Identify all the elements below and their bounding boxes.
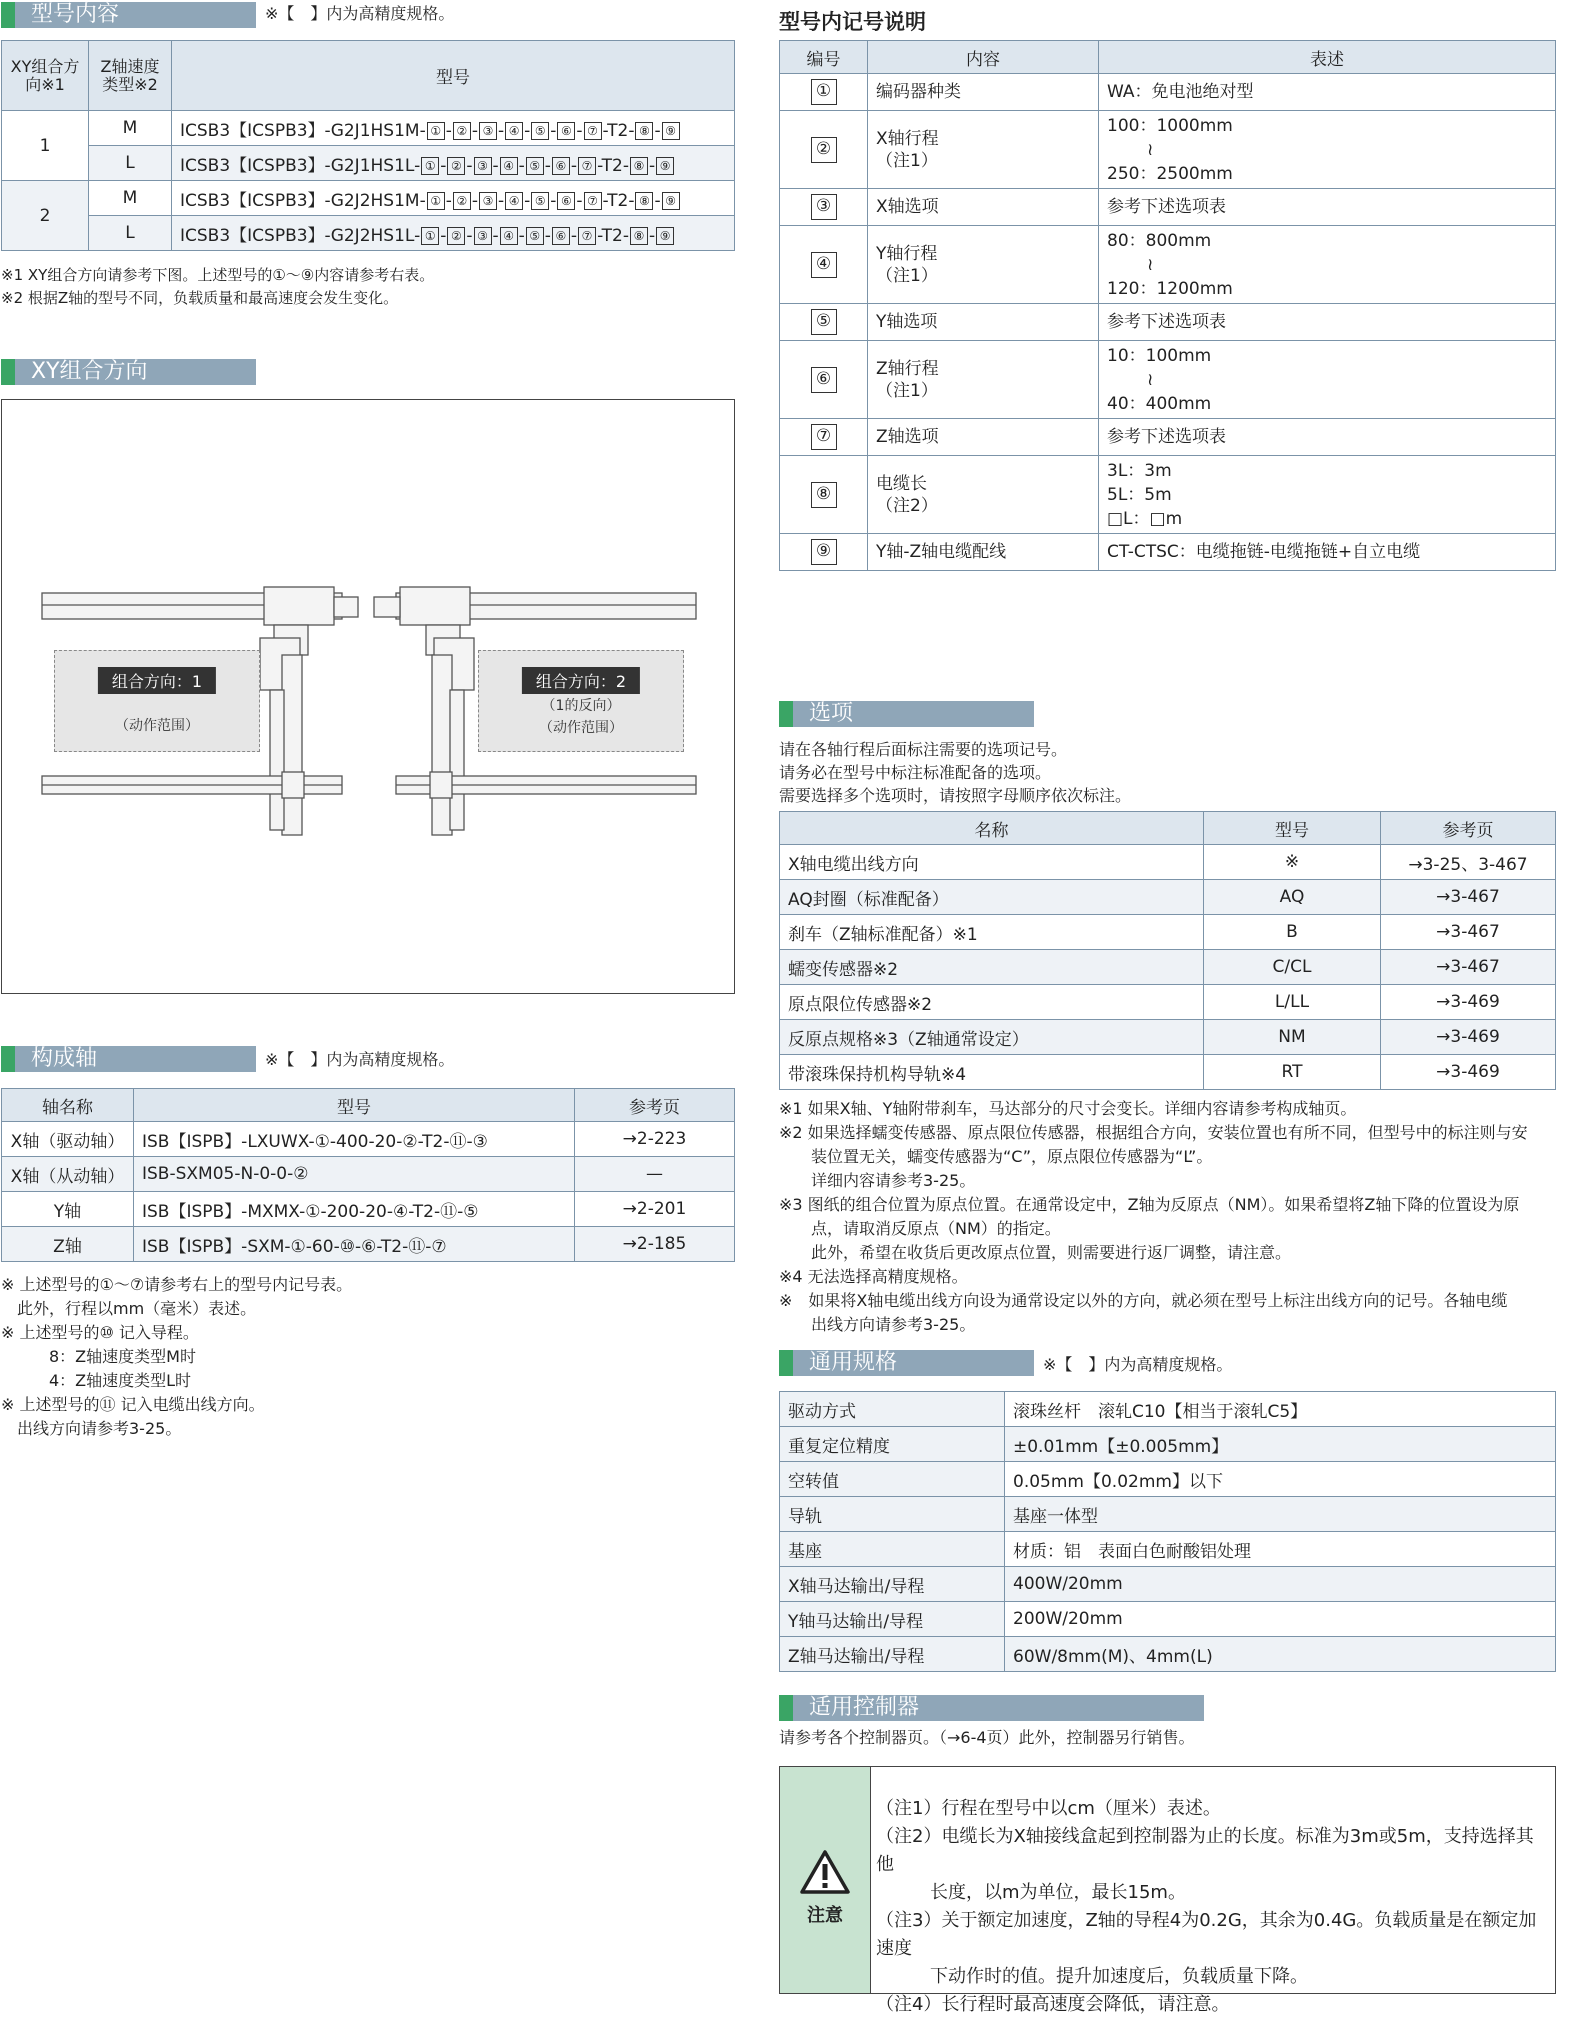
motion-range-1 xyxy=(54,650,260,752)
caution-box xyxy=(779,1766,1556,2015)
symbol-content: Y轴选项 xyxy=(868,304,1099,341)
symbol-box: ⑤ xyxy=(531,122,549,140)
spec-key: 基座 xyxy=(780,1532,1005,1567)
symbol-no xyxy=(780,226,868,304)
symbol-box: ① xyxy=(421,157,439,175)
symbol-box: ② xyxy=(453,192,471,210)
option-page: →3-467 xyxy=(1381,915,1556,950)
model-foot-2: ※2 根据Z轴的型号不同，负载质量和最高速度会发生变化。 xyxy=(1,289,399,307)
spec-value: 材质：铝 表面白色耐酸铝处理 xyxy=(1005,1532,1556,1567)
symbol-box: ③ xyxy=(479,192,497,210)
model-type: L xyxy=(89,216,172,251)
model-type: L xyxy=(89,146,172,181)
model-type: M xyxy=(89,181,172,216)
option-model: ※ xyxy=(1204,845,1381,880)
option-model: AQ xyxy=(1204,880,1381,915)
axis-footnotes: ※ 上述型号的①～⑦请参考右上的型号内记号表。 此外，行程以mm（毫米）表述。 ※ 上述型号的⑩ 记入导程。 8：Z轴速度类型M时 4：Z轴速度类型L时 ※ 上述型号的⑪ 记入电缆出线方向。 出线方向请参考3-25。 xyxy=(1,1275,353,1438)
symbol-no-box: ④ xyxy=(811,252,837,278)
axis-page: →2-223 xyxy=(575,1122,735,1157)
option-page: →3-469 xyxy=(1381,1055,1556,1090)
option-name: 刹车（Z轴标准配备）※1 xyxy=(780,915,1204,950)
symbol-box: ③ xyxy=(479,122,497,140)
spec-value: 200W/20mm xyxy=(1005,1602,1556,1637)
axis-page: →2-185 xyxy=(575,1227,735,1262)
spec-key: Y轴马达输出/导程 xyxy=(780,1602,1005,1637)
symbol-box: ⑧ xyxy=(635,122,653,140)
option-model: C/CL xyxy=(1204,950,1381,985)
symbol-no-box: ⑨ xyxy=(811,539,837,565)
xy-diagram xyxy=(1,399,735,994)
symbol-no-box: ⑤ xyxy=(811,309,837,335)
symbol-table xyxy=(779,40,1556,571)
axis-header-model: 型号 xyxy=(134,1089,575,1122)
symbol-box: ② xyxy=(453,122,471,140)
symbol-no-box: ① xyxy=(811,79,837,105)
axis-model: ISB【ISPB】-LXUWX-①-400-20-②-T2-⑪-③ xyxy=(134,1122,575,1157)
symbol-no xyxy=(780,189,868,226)
direction-2-reverse: （1的反向） xyxy=(541,698,621,714)
options-intro: 请在各轴行程后面标注需要的选项记号。 请务必在型号中标注标准配备的选项。 需要选择多个选项时，请按照字母顺序依次标注。 xyxy=(779,740,1132,805)
caution-side xyxy=(780,1767,871,1993)
symbol-desc: WA：免电池绝对型 xyxy=(1099,74,1556,111)
model-code: ICSB3【ICSPB3】-G2J2HS1L- ① - ② - ③ - ④ - ⑤ - ⑥ - ⑦ -T2- ⑧ - ⑨ xyxy=(172,216,735,251)
specs-note: ※【 】内为高精度规格。 xyxy=(1043,1355,1233,1374)
symbol-box: ⑦ xyxy=(584,192,602,210)
spec-key: 重复定位精度 xyxy=(780,1427,1005,1462)
axis-page: →2-201 xyxy=(575,1192,735,1227)
symbol-no-box: ⑧ xyxy=(811,482,837,508)
symbol-box: ⑨ xyxy=(662,192,680,210)
section-title-controller: 适用控制器 xyxy=(779,1695,1204,1721)
options-footnotes: ※1 如果X轴、Y轴附带刹车，马达部分的尺寸会变长。详细内容请参考构成轴页。 ※2 如果选择蠕变传感器、原点限位传感器，根据组合方向，安装位置也有所不同，但型号中的标注则与安 装位置无关，蠕变传感器为“C”，原点限位传感器为“L”。 详细内容请参考3-25。 ※3 图纸的组合位置为原点位置。在通常设定中，Z轴为反原点（NM）。如果希望将Z轴下降的位置设为原 点，请取消反原点（NM）的指定。 此外，希望在收货后更改原点位置，则需要进行返厂调整，请注意。 ※4 无法选择高精度规格。 ※ 如果将X轴电缆出线方向设为通常设定以外的方向，就必须在型号上标注出线方向的记号。各轴电缆 出线方向请参考3-25。 xyxy=(779,1099,1528,1334)
axis-table xyxy=(1,1088,735,1262)
symbol-no xyxy=(780,111,868,189)
symbol-content: 编码器种类 xyxy=(868,74,1099,111)
spec-value: 滚珠丝杆 滚轧C10【相当于滚轧C5】 xyxy=(1005,1392,1556,1427)
symbol-header-no: 编号 xyxy=(780,41,868,74)
controller-text: 请参考各个控制器页。（→6-4页）此外，控制器另行销售。 xyxy=(779,1728,1195,1747)
symbol-content: Z轴选项 xyxy=(868,419,1099,456)
axis-header-name: 轴名称 xyxy=(2,1089,134,1122)
symbol-box: ⑥ xyxy=(552,227,570,245)
axis-model: ISB-SXM05-N-0-0-② xyxy=(134,1157,575,1192)
warning-icon xyxy=(800,1849,850,1895)
symbol-content: X轴行程 （注1） xyxy=(868,111,1099,189)
option-model: B xyxy=(1204,915,1381,950)
spec-value: 60W/8mm(M)、4mm(L) xyxy=(1005,1637,1556,1672)
direction-2-range: （动作范围） xyxy=(539,720,623,736)
option-name: AQ封圈（标准配备） xyxy=(780,880,1204,915)
symbol-box: ⑦ xyxy=(578,227,596,245)
section-title-axis: 构成轴 xyxy=(1,1046,256,1072)
option-name: 反原点规格※3（Z轴通常设定） xyxy=(780,1020,1204,1055)
option-name: 原点限位传感器※2 xyxy=(780,985,1204,1020)
model-prefix: ICSB3【ICSPB3】-G2J1HS1M- xyxy=(180,120,426,141)
direction-2-label: 组合方向：2 xyxy=(522,667,640,694)
symbol-box: ④ xyxy=(500,157,518,175)
symbol-box: ⑦ xyxy=(578,157,596,175)
symbol-box: ① xyxy=(427,122,445,140)
option-page: →3-469 xyxy=(1381,1020,1556,1055)
symbol-no-box: ③ xyxy=(811,194,837,220)
option-name: 带滚珠保持机构导轨※4 xyxy=(780,1055,1204,1090)
option-model: NM xyxy=(1204,1020,1381,1055)
model-prefix: ICSB3【ICSPB3】-G2J1HS1L- xyxy=(180,155,421,176)
symbol-content: 电缆长 （注2） xyxy=(868,456,1099,534)
spec-key: 驱动方式 xyxy=(780,1392,1005,1427)
model-code: ICSB3【ICSPB3】-G2J1HS1M- ① - ② - ③ - ④ - ⑤ - ⑥ - ⑦ -T2- ⑧ - ⑨ xyxy=(172,111,735,146)
spec-key: 导轨 xyxy=(780,1497,1005,1532)
model-code: ICSB3【ICSPB3】-G2J1HS1L- ① - ② - ③ - ④ - ⑤ - ⑥ - ⑦ -T2- ⑧ - ⑨ xyxy=(172,146,735,181)
symbol-box: ⑥ xyxy=(552,157,570,175)
caution-notes: （注1）行程在型号中以cm（厘米）表述。 （注2）电缆长为X轴接线盒起到控制器为止的长度。标准为3m或5m，支持选择其他 长度，以m为单位，最长15m。 （注3）关于额定加速度，Z轴的导程4为0.2G，其余为0.4G。负载质量是在额定加速度 下动作时的值。提升加速度后，负载质量下降。 （注4）长行程时最高速度会降低，请注意。 xyxy=(876,1798,1537,2015)
option-page: →3-469 xyxy=(1381,985,1556,1020)
model-table xyxy=(1,40,735,251)
symbol-box: ④ xyxy=(505,192,523,210)
model-note: ※【 】内为高精度规格。 xyxy=(265,4,455,23)
symbol-box: ② xyxy=(447,157,465,175)
motion-range-2 xyxy=(478,650,684,752)
symbol-header-desc: 表述 xyxy=(1099,41,1556,74)
model-dir-2: 2 xyxy=(2,181,89,251)
spec-value: 400W/20mm xyxy=(1005,1567,1556,1602)
symbol-box: ⑥ xyxy=(557,192,575,210)
symbol-box: ⑨ xyxy=(662,122,680,140)
symbol-box: ⑨ xyxy=(656,227,674,245)
symbol-box: ⑤ xyxy=(531,192,549,210)
symbol-box: ③ xyxy=(474,157,492,175)
model-header-dir: XY组合方向※1 xyxy=(2,41,89,111)
model-header-ztype: Z轴速度类型※2 xyxy=(89,41,172,111)
symbol-desc: 10：100mm ≀ 40：400mm xyxy=(1099,341,1556,419)
options-table xyxy=(779,811,1556,1090)
symbol-desc: 参考下述选项表 xyxy=(1099,189,1556,226)
option-page: →3-467 xyxy=(1381,950,1556,985)
axis-name: X轴（驱动轴） xyxy=(2,1122,134,1157)
axis-note: ※【 】内为高精度规格。 xyxy=(265,1050,455,1069)
axis-model: ISB【ISPB】-SXM-①-60-⑩-⑥-T2-⑪-⑦ xyxy=(134,1227,575,1262)
spec-value: 0.05mm【0.02mm】以下 xyxy=(1005,1462,1556,1497)
options-header-page: 参考页 xyxy=(1381,812,1556,845)
symbol-box: ① xyxy=(421,227,439,245)
caution-label: 注意 xyxy=(807,1905,843,1926)
direction-1-range: （动作范围） xyxy=(115,718,199,734)
model-prefix: ICSB3【ICSPB3】-G2J2HS1L- xyxy=(180,225,421,246)
option-name: X轴电缆出线方向 xyxy=(780,845,1204,880)
symbol-desc: 80：800mm ≀ 120：1200mm xyxy=(1099,226,1556,304)
symbol-desc: 100：1000mm ≀ 250：2500mm xyxy=(1099,111,1556,189)
option-page: →3-467 xyxy=(1381,880,1556,915)
symbol-header-content: 内容 xyxy=(868,41,1099,74)
symbol-no xyxy=(780,341,868,419)
symbol-box: ⑧ xyxy=(630,227,648,245)
axis-name: X轴（从动轴） xyxy=(2,1157,134,1192)
symbol-content: Y轴-Z轴电缆配线 xyxy=(868,534,1099,571)
model-foot-1: ※1 XY组合方向请参考下图。上述型号的①～⑨内容请参考右表。 xyxy=(1,266,435,284)
symbol-box: ⑨ xyxy=(656,157,674,175)
section-title-symbols: 型号内记号说明 xyxy=(779,10,926,34)
spec-key: 空转值 xyxy=(780,1462,1005,1497)
symbol-no xyxy=(780,304,868,341)
symbol-content: X轴选项 xyxy=(868,189,1099,226)
symbol-box: ③ xyxy=(474,227,492,245)
axis-name: Y轴 xyxy=(2,1192,134,1227)
symbol-no xyxy=(780,534,868,571)
symbol-no xyxy=(780,74,868,111)
symbol-box: ⑦ xyxy=(584,122,602,140)
direction-1-label: 组合方向：1 xyxy=(98,667,216,694)
symbol-content: Y轴行程 （注1） xyxy=(868,226,1099,304)
spec-value: 基座一体型 xyxy=(1005,1497,1556,1532)
option-page: →3-25、3-467 xyxy=(1381,845,1556,880)
spec-key: Z轴马达输出/导程 xyxy=(780,1637,1005,1672)
option-model: L/LL xyxy=(1204,985,1381,1020)
model-header-model: 型号 xyxy=(172,41,735,111)
symbol-box: ① xyxy=(427,192,445,210)
symbol-desc: 参考下述选项表 xyxy=(1099,304,1556,341)
section-title-xy: XY组合方向 xyxy=(1,359,256,385)
symbol-box: ④ xyxy=(500,227,518,245)
model-type: M xyxy=(89,111,172,146)
options-header-name: 名称 xyxy=(780,812,1204,845)
model-dir-1: 1 xyxy=(2,111,89,181)
symbol-box: ⑧ xyxy=(635,192,653,210)
symbol-desc: CT-CTSC：电缆拖链-电缆拖链+自立电缆 xyxy=(1099,534,1556,571)
specs-table xyxy=(779,1391,1556,1672)
options-header-model: 型号 xyxy=(1204,812,1381,845)
symbol-no-box: ② xyxy=(811,137,837,163)
symbol-content: Z轴行程 （注1） xyxy=(868,341,1099,419)
symbol-box: ⑧ xyxy=(630,157,648,175)
section-title-options: 选项 xyxy=(779,701,1034,727)
section-title-model: 型号内容 xyxy=(1,2,256,28)
symbol-no-box: ⑥ xyxy=(811,367,837,393)
model-prefix: ICSB3【ICSPB3】-G2J2HS1M- xyxy=(180,190,426,211)
model-code: ICSB3【ICSPB3】-G2J2HS1M- ① - ② - ③ - ④ - ⑤ - ⑥ - ⑦ -T2- ⑧ - ⑨ xyxy=(172,181,735,216)
symbol-no xyxy=(780,419,868,456)
symbol-box: ⑤ xyxy=(526,227,544,245)
symbol-no xyxy=(780,456,868,534)
option-model: RT xyxy=(1204,1055,1381,1090)
symbol-no-box: ⑦ xyxy=(811,424,837,450)
axis-page: — xyxy=(575,1157,735,1192)
symbol-box: ② xyxy=(447,227,465,245)
spec-value: ±0.01mm【±0.005mm】 xyxy=(1005,1427,1556,1462)
symbol-box: ④ xyxy=(505,122,523,140)
section-title-specs: 通用规格 xyxy=(779,1350,1034,1376)
spec-key: X轴马达输出/导程 xyxy=(780,1567,1005,1602)
option-name: 蠕变传感器※2 xyxy=(780,950,1204,985)
axis-name: Z轴 xyxy=(2,1227,134,1262)
axis-model: ISB【ISPB】-MXMX-①-200-20-④-T2-⑪-⑤ xyxy=(134,1192,575,1227)
symbol-box: ⑥ xyxy=(557,122,575,140)
symbol-desc: 3L：3m 5L：5m □L：□m xyxy=(1099,456,1556,534)
symbol-desc: 参考下述选项表 xyxy=(1099,419,1556,456)
axis-header-page: 参考页 xyxy=(575,1089,735,1122)
symbol-box: ⑤ xyxy=(526,157,544,175)
